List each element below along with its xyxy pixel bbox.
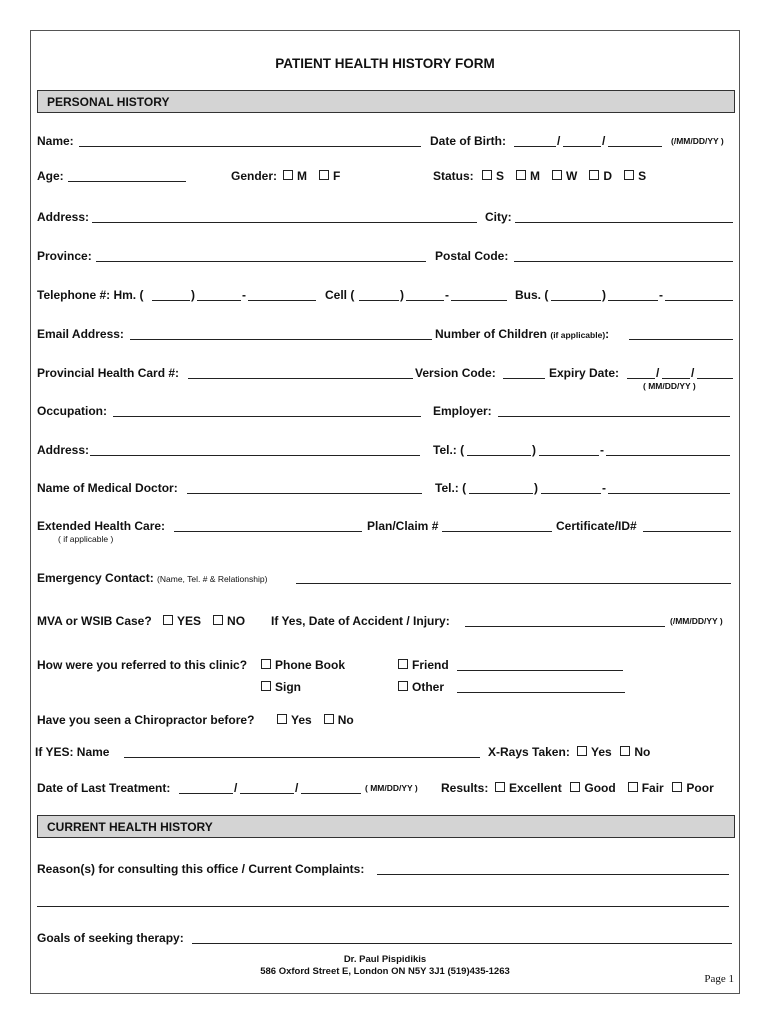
status-s2-checkbox[interactable] xyxy=(624,170,634,180)
email-label: Email Address: xyxy=(37,327,124,341)
last-treatment-year-field[interactable] xyxy=(301,781,361,794)
telephone-label: Telephone #: Hm. ( xyxy=(37,288,144,302)
chiro-no-checkbox[interactable] xyxy=(324,714,334,724)
home-number-field[interactable] xyxy=(248,288,316,301)
excellent-label: Excellent xyxy=(509,781,562,795)
xrays-no-checkbox[interactable] xyxy=(620,746,630,756)
accident-date-field[interactable] xyxy=(465,614,665,627)
mva-options xyxy=(161,614,245,628)
friend-checkbox[interactable] xyxy=(398,659,408,669)
status-s-label: S xyxy=(496,169,505,183)
doctor-tel-label: Tel.: ( xyxy=(435,481,467,495)
expiry-sep: / xyxy=(656,366,660,380)
email-field[interactable] xyxy=(130,327,432,340)
province-field[interactable] xyxy=(96,249,426,262)
reasons-label: Reason(s) for consulting this office / Current Complaints: xyxy=(37,862,365,876)
expiry-year-field[interactable] xyxy=(697,366,733,379)
expiry-label: Expiry Date: xyxy=(549,366,620,380)
dob-label: Date of Birth: xyxy=(430,134,506,148)
certificate-label: Certificate/ID# xyxy=(556,519,637,533)
paren: ) xyxy=(532,443,536,457)
expiry-month-field[interactable] xyxy=(627,366,655,379)
last-treatment-month-field[interactable] xyxy=(179,781,233,794)
version-field[interactable] xyxy=(503,366,545,379)
doctor-label: Name of Medical Doctor: xyxy=(37,481,178,495)
good-label: Good xyxy=(584,781,616,795)
fair-label: Fair xyxy=(641,781,664,795)
postal-field[interactable] xyxy=(514,249,733,262)
phone-book-checkbox[interactable] xyxy=(261,659,271,669)
chiro-no-label: No xyxy=(337,713,354,727)
xrays-yes-label: Yes xyxy=(591,745,612,759)
results-options xyxy=(493,781,714,795)
referral-friend xyxy=(396,658,449,672)
city-label: City: xyxy=(485,210,512,224)
bus-label: Bus. ( xyxy=(515,288,549,302)
postal-label: Postal Code: xyxy=(435,249,509,263)
health-card-field[interactable] xyxy=(188,366,413,379)
referral-sign xyxy=(259,680,301,694)
fair-checkbox[interactable] xyxy=(628,782,638,792)
status-d-checkbox[interactable] xyxy=(589,170,599,180)
status-d-label: D xyxy=(603,169,613,183)
employer-field[interactable] xyxy=(498,404,730,417)
status-options xyxy=(480,169,646,183)
employer-tel-area-field[interactable] xyxy=(467,443,531,456)
emergency-label xyxy=(37,571,267,585)
accident-date-format: (/MM/DD/YY ) xyxy=(670,616,723,626)
expiry-sep: / xyxy=(691,366,695,380)
status-label: Status: xyxy=(433,169,474,183)
children-text: Number of Children xyxy=(435,327,548,341)
ext-health-label: Extended Health Care: xyxy=(37,519,166,533)
children-field[interactable] xyxy=(629,327,733,340)
certificate-field[interactable] xyxy=(643,519,731,532)
xrays-yes-checkbox[interactable] xyxy=(577,746,587,756)
occupation-field[interactable] xyxy=(113,404,421,417)
dash: - xyxy=(242,288,246,302)
occupation-label: Occupation: xyxy=(37,404,108,418)
doctor-tel-area-field[interactable] xyxy=(469,481,533,494)
emergency-field[interactable] xyxy=(296,571,731,584)
mva-yes-label: YES xyxy=(177,614,202,628)
mva-yes-checkbox[interactable] xyxy=(163,615,173,625)
good-checkbox[interactable] xyxy=(570,782,580,792)
dob-day-field[interactable] xyxy=(563,134,601,147)
employer-address-field[interactable] xyxy=(90,443,420,456)
xrays-label: X-Rays Taken: xyxy=(488,745,570,759)
xrays-no-label: No xyxy=(634,745,651,759)
bus-area-field[interactable] xyxy=(551,288,601,301)
section-current-health-history: CURRENT HEALTH HISTORY xyxy=(37,815,735,838)
gender-m-label: M xyxy=(297,169,307,183)
sep: / xyxy=(234,781,238,795)
employer-tel-prefix-field[interactable] xyxy=(539,443,599,456)
employer-tel-label: Tel.: ( xyxy=(433,443,465,457)
paren: ) xyxy=(602,288,606,302)
friend-field[interactable] xyxy=(457,658,623,671)
dob-year-field[interactable] xyxy=(608,134,662,147)
status-m-checkbox[interactable] xyxy=(516,170,526,180)
expiry-format: ( MM/DD/YY ) xyxy=(643,381,696,391)
children-label xyxy=(435,327,609,341)
paren: ) xyxy=(191,288,195,302)
goals-label: Goals of seeking therapy: xyxy=(37,931,184,945)
reasons-field[interactable] xyxy=(377,862,729,875)
chiro-yes-checkbox[interactable] xyxy=(277,714,287,724)
version-label: Version Code: xyxy=(415,366,496,380)
doctor-tel-number-field[interactable] xyxy=(608,481,730,494)
paren: ) xyxy=(534,481,538,495)
dob-sep: / xyxy=(602,134,606,148)
cell-number-field[interactable] xyxy=(451,288,507,301)
footer-doctor: Dr. Paul Pispidikis xyxy=(343,954,427,965)
mva-no-checkbox[interactable] xyxy=(213,615,223,625)
status-s-checkbox[interactable] xyxy=(482,170,492,180)
dob-format: (/MM/DD/YY ) xyxy=(671,136,724,146)
dob-month-field[interactable] xyxy=(514,134,556,147)
age-field[interactable] xyxy=(68,169,186,182)
home-area-field[interactable] xyxy=(152,288,190,301)
section-personal-history: PERSONAL HISTORY xyxy=(37,90,735,113)
status-s2-label: S xyxy=(638,169,647,183)
bus-prefix-field[interactable] xyxy=(608,288,658,301)
other-checkbox[interactable] xyxy=(398,681,408,691)
children-note: (if applicable) xyxy=(550,330,606,340)
referred-label: How were you referred to this clinic? xyxy=(37,658,248,672)
address-field[interactable] xyxy=(92,210,477,223)
employer-label: Employer: xyxy=(433,404,492,418)
accident-label: If Yes, Date of Accident / Injury: xyxy=(271,614,450,628)
results-label: Results: xyxy=(441,781,489,795)
gender-f-label: F xyxy=(333,169,341,183)
dash: - xyxy=(602,481,606,495)
name-field[interactable] xyxy=(79,134,421,147)
doctor-field[interactable] xyxy=(187,481,422,494)
friend-label: Friend xyxy=(412,658,449,672)
chiro-before-label: Have you seen a Chiropractor before? xyxy=(37,713,255,727)
last-treatment-day-field[interactable] xyxy=(240,781,294,794)
city-field[interactable] xyxy=(515,210,733,223)
ext-health-note: ( if applicable ) xyxy=(58,534,114,544)
phone-book-label: Phone Book xyxy=(275,658,346,672)
gender-label: Gender: xyxy=(231,169,278,183)
cell-area-field[interactable] xyxy=(359,288,399,301)
sign-label: Sign xyxy=(275,680,301,694)
excellent-checkbox[interactable] xyxy=(495,782,505,792)
plan-label: Plan/Claim # xyxy=(367,519,439,533)
other-label: Other xyxy=(412,680,445,694)
status-w-label: W xyxy=(566,169,578,183)
mva-label: MVA or WSIB Case? xyxy=(37,614,152,628)
dash: - xyxy=(600,443,604,457)
last-treatment-label: Date of Last Treatment: xyxy=(37,781,171,795)
footer-address: 586 Oxford Street E, London ON N5Y 3J1 (519)435-1263 xyxy=(260,966,510,977)
gender-options xyxy=(281,169,340,183)
plan-field[interactable] xyxy=(442,519,552,532)
form-title: PATIENT HEALTH HISTORY FORM xyxy=(275,56,495,71)
dob-sep: / xyxy=(557,134,561,148)
poor-checkbox[interactable] xyxy=(672,782,682,792)
referral-phone-book xyxy=(259,658,345,672)
doctor-tel-prefix-field[interactable] xyxy=(541,481,601,494)
paren: ) xyxy=(400,288,404,302)
previous-chiro-name-field[interactable] xyxy=(124,745,480,758)
employer-address-label: Address: xyxy=(37,443,90,457)
reasons-field-line-2[interactable] xyxy=(37,894,729,907)
status-m-label: M xyxy=(530,169,541,183)
bus-number-field[interactable] xyxy=(665,288,733,301)
province-label: Province: xyxy=(37,249,92,263)
page-number: Page 1 xyxy=(704,973,734,985)
emergency-text: Emergency Contact: xyxy=(37,571,154,585)
chiro-yes-label: Yes xyxy=(291,713,312,727)
age-label: Age: xyxy=(37,169,64,183)
poor-label: Poor xyxy=(686,781,714,795)
dash: - xyxy=(445,288,449,302)
sign-checkbox[interactable] xyxy=(261,681,271,691)
employer-tel-number-field[interactable] xyxy=(606,443,730,456)
other-field[interactable] xyxy=(457,680,625,693)
dash: - xyxy=(659,288,663,302)
xrays-options xyxy=(575,745,650,759)
home-prefix-field[interactable] xyxy=(197,288,241,301)
mva-no-label: NO xyxy=(227,614,246,628)
address-label: Address: xyxy=(37,210,90,224)
status-w-checkbox[interactable] xyxy=(552,170,562,180)
expiry-day-field[interactable] xyxy=(662,366,690,379)
cell-label: Cell ( xyxy=(325,288,355,302)
chiro-options xyxy=(275,713,354,727)
gender-m-checkbox[interactable] xyxy=(283,170,293,180)
name-label: Name: xyxy=(37,134,74,148)
cell-prefix-field[interactable] xyxy=(406,288,444,301)
children-colon: : xyxy=(605,327,610,341)
goals-field[interactable] xyxy=(192,931,732,944)
sep: / xyxy=(295,781,299,795)
emergency-note: (Name, Tel. # & Relationship) xyxy=(157,574,268,584)
if-yes-name-label: If YES: Name xyxy=(35,745,110,759)
ext-health-field[interactable] xyxy=(174,519,362,532)
referral-other xyxy=(396,680,444,694)
health-card-label: Provincial Health Card #: xyxy=(37,366,180,380)
gender-f-checkbox[interactable] xyxy=(319,170,329,180)
last-treatment-format: ( MM/DD/YY ) xyxy=(365,783,418,793)
